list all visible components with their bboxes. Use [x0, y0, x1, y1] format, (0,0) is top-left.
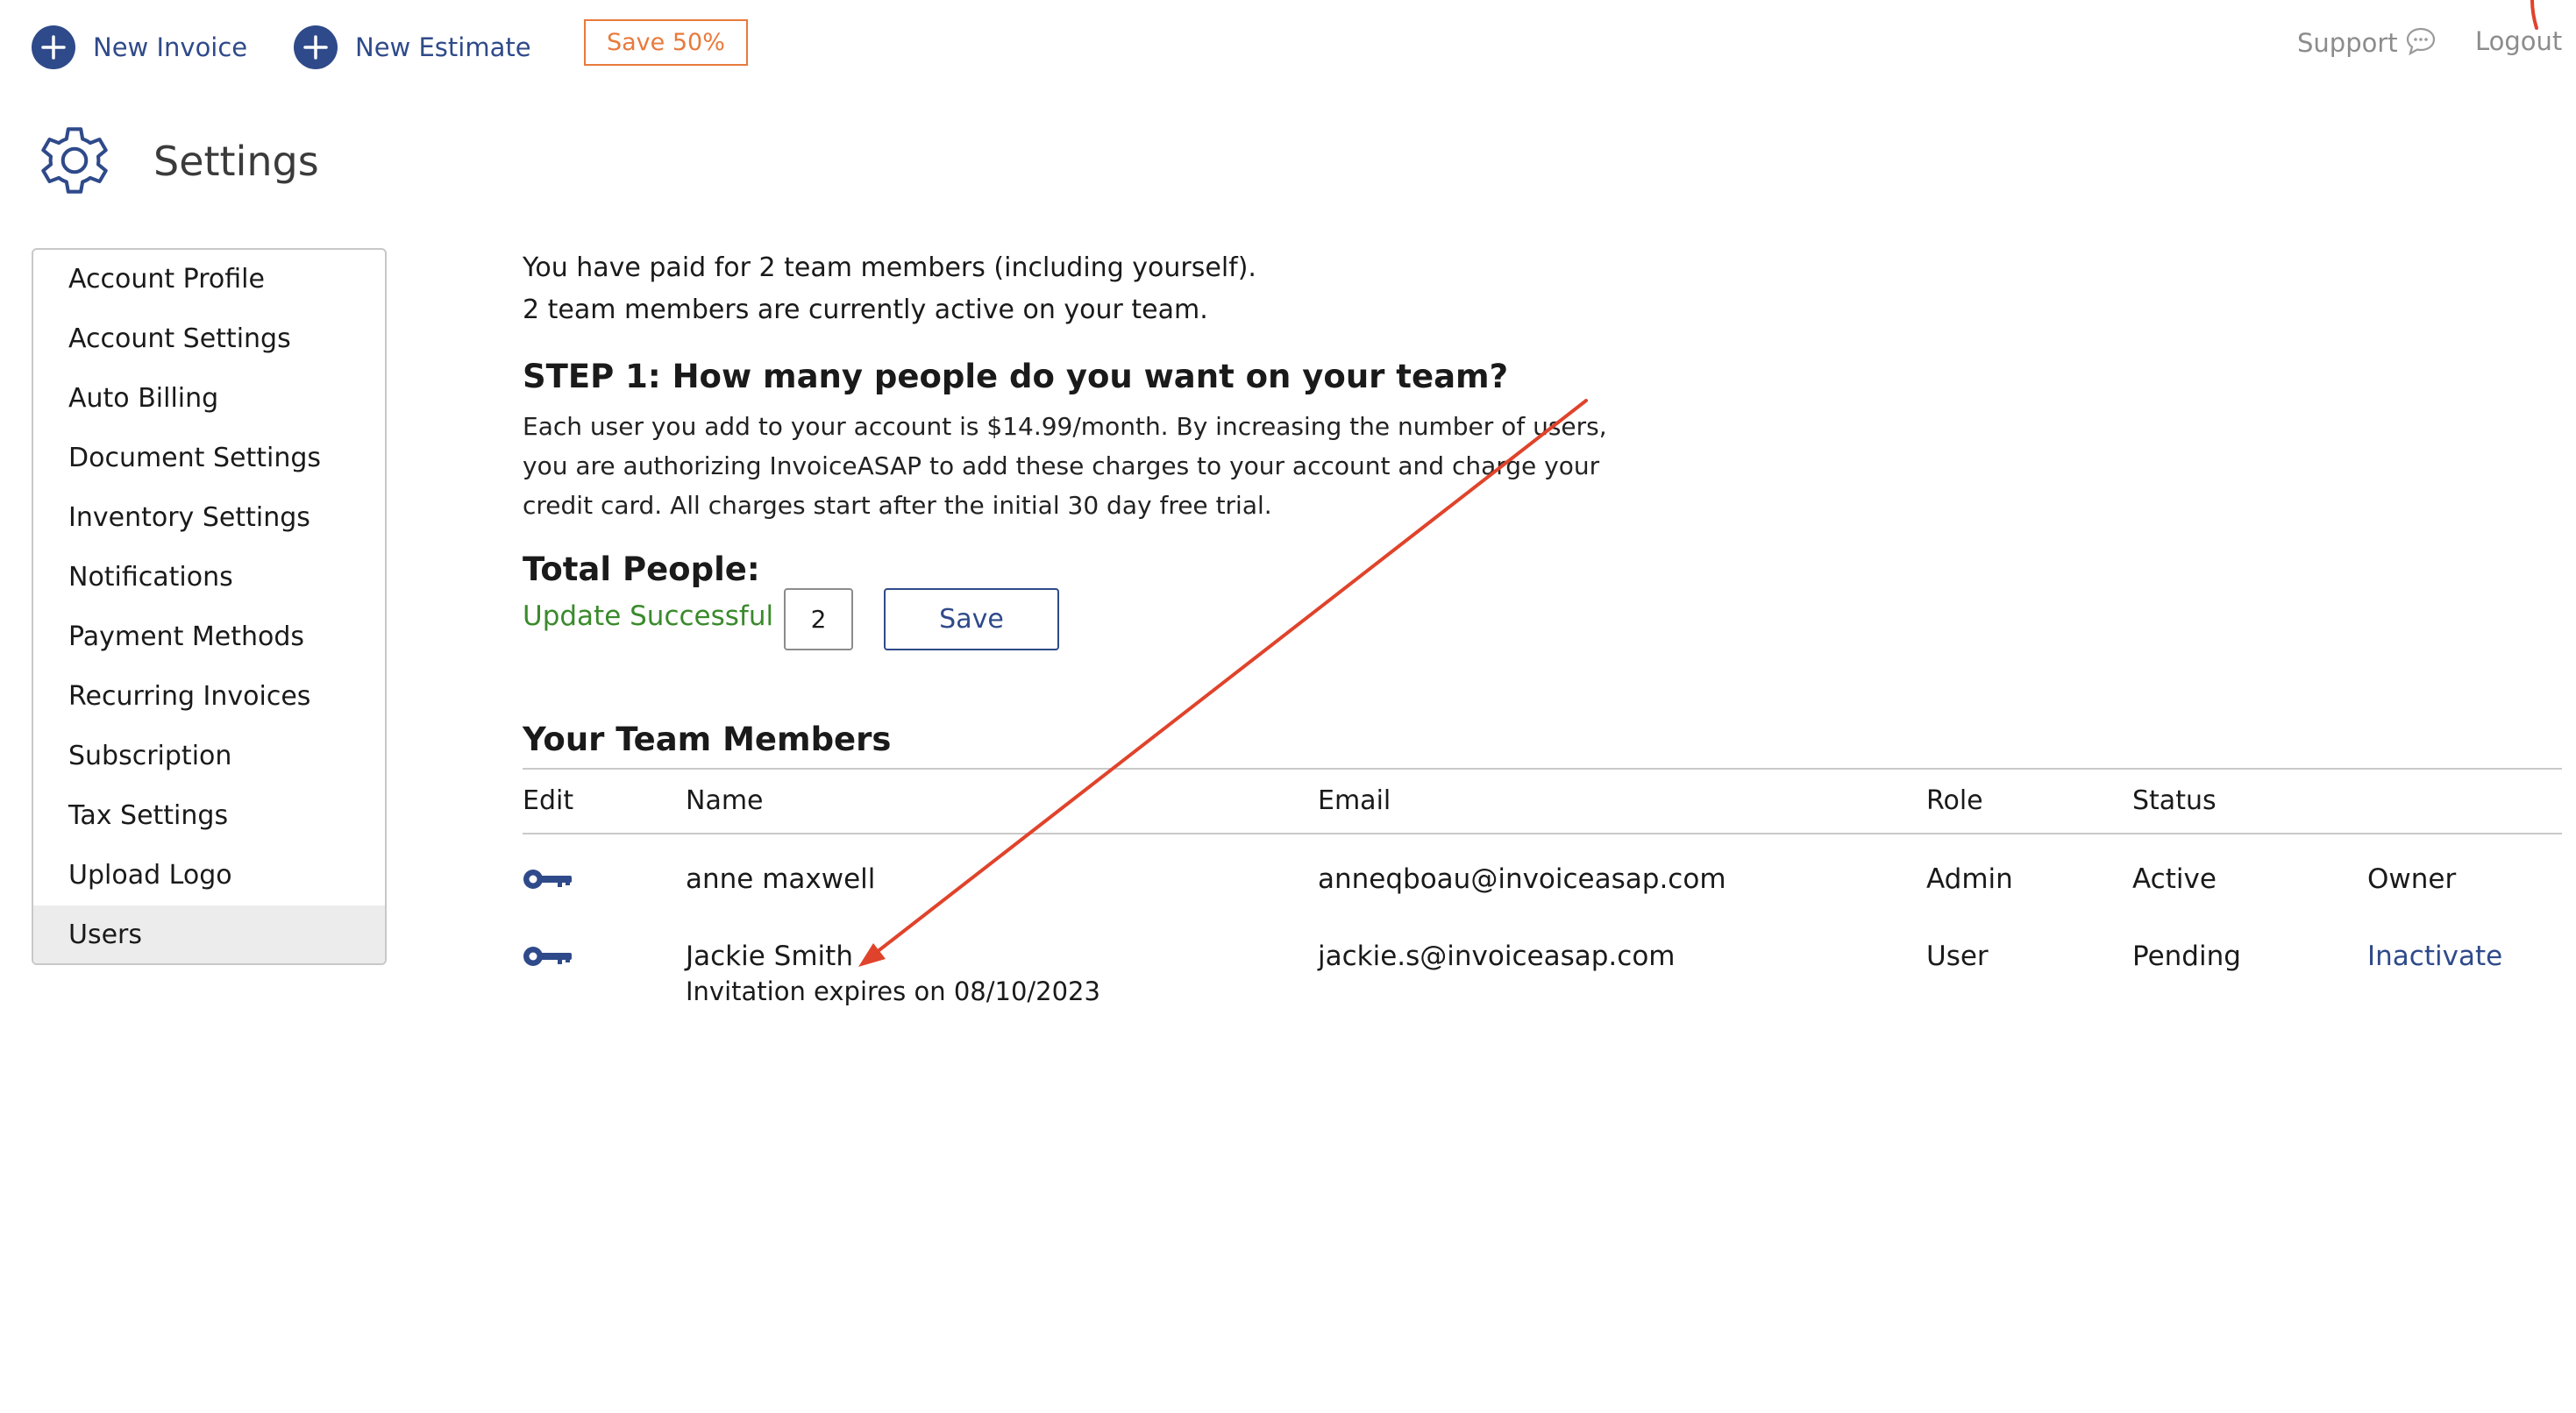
sidebar-item-notifications[interactable]: Notifications [68, 562, 233, 593]
member-name: Jackie Smith [686, 941, 853, 972]
step-heading: STEP 1: How many people do you want on your team? [523, 358, 1509, 395]
member-role: Admin [1926, 863, 2013, 895]
sidebar-item-tax-settings[interactable]: Tax Settings [68, 800, 229, 831]
member-status: Active [2132, 863, 2217, 895]
sidebar-item-users[interactable]: Users [33, 905, 385, 965]
column-header-name: Name [686, 785, 764, 816]
member-email: anneqboau@invoiceasap.com [1318, 863, 1726, 895]
save-button[interactable]: Save [884, 588, 1059, 650]
new-estimate-label: New Estimate [355, 32, 531, 62]
update-status-text: Update Successful [523, 600, 774, 632]
active-members-text: 2 team members are currently active on your team. [523, 295, 1208, 325]
sidebar-item-account-profile[interactable]: Account Profile [68, 264, 265, 295]
member-role: User [1926, 941, 1989, 972]
step-description-line-1: Each user you add to your account is $14.99/month. By increasing the number of users, [523, 412, 1607, 441]
sidebar-item-recurring-invoices[interactable]: Recurring Invoices [68, 681, 311, 712]
column-header-status: Status [2132, 785, 2217, 816]
step-description-line-3: credit card. All charges start after the initial 30 day free trial. [523, 491, 1272, 520]
column-header-email: Email [1318, 785, 1391, 816]
sidebar-item-document-settings[interactable]: Document Settings [68, 443, 322, 473]
total-people-label: Total People: [523, 550, 760, 588]
member-email: jackie.s@invoiceasap.com [1318, 941, 1676, 972]
column-header-edit: Edit [523, 785, 574, 816]
step-description-line-2: you are authorizing InvoiceASAP to add these charges to your account and charge your [523, 451, 1600, 480]
column-header-role: Role [1926, 785, 1983, 816]
sidebar-item-auto-billing[interactable]: Auto Billing [68, 383, 219, 414]
save-50-badge[interactable]: Save 50% [584, 19, 748, 66]
sidebar-item-inventory-settings[interactable]: Inventory Settings [68, 502, 310, 533]
member-status: Pending [2132, 941, 2241, 972]
member-name: anne maxwell [686, 863, 876, 895]
team-members-heading: Your Team Members [523, 721, 892, 758]
sidebar-item-upload-logo[interactable]: Upload Logo [68, 860, 232, 891]
sidebar-item-payment-methods[interactable]: Payment Methods [68, 621, 305, 652]
page-title: Settings [153, 138, 319, 185]
member-owner-label: Owner [2367, 863, 2457, 895]
inactivate-link[interactable]: Inactivate [2367, 941, 2503, 972]
sidebar-item-subscription[interactable]: Subscription [68, 741, 232, 771]
support-label: Support [2297, 28, 2398, 58]
invitation-expiry-text: Invitation expires on 08/10/2023 [686, 976, 1100, 1006]
new-invoice-label: New Invoice [93, 32, 248, 62]
total-people-input[interactable]: 2 [784, 588, 853, 650]
logout-link[interactable]: Logout [2475, 26, 2563, 56]
sidebar-item-account-settings[interactable]: Account Settings [68, 323, 291, 354]
paid-members-text: You have paid for 2 team members (including yourself). [523, 252, 1256, 283]
